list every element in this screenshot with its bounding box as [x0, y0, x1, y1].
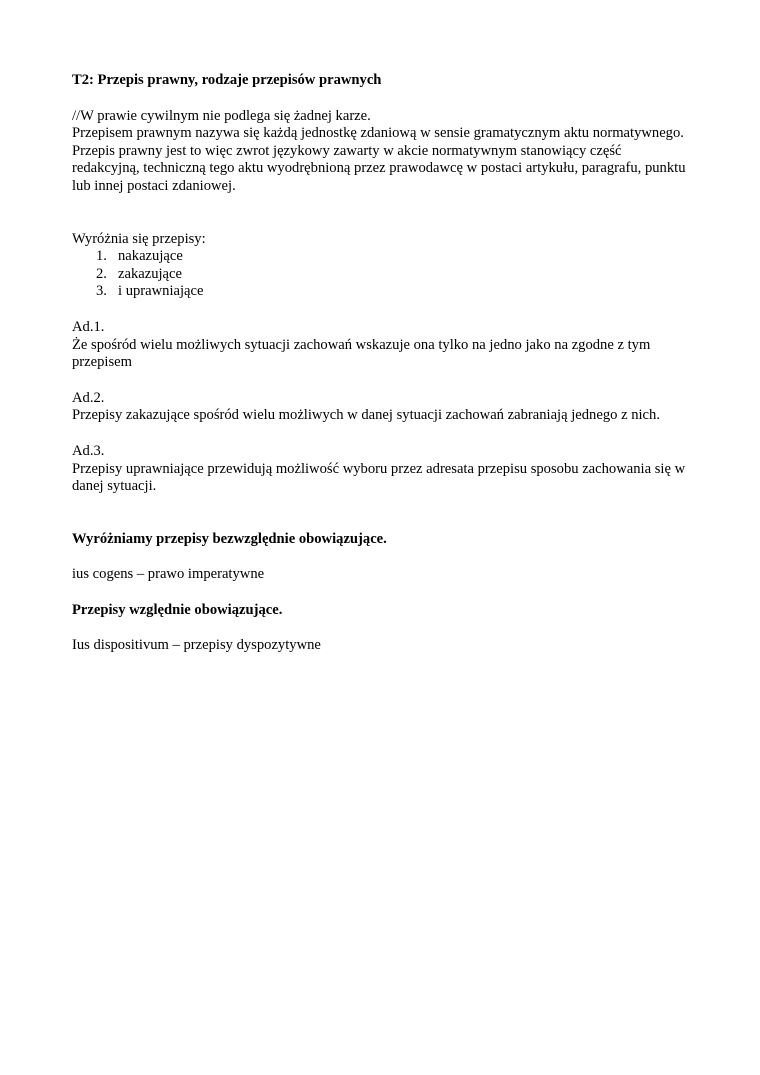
list-item-number: 1.: [96, 248, 107, 265]
section1-text: ius cogens – prawo imperatywne: [72, 566, 265, 583]
ad2-text: Przepisy zakazujące spośród wielu możliwych w danej sytuacji zachowań zabraniają jednego z nich.: [72, 407, 660, 424]
list-item: [72, 266, 690, 284]
section2-text: Ius dispositivum – przepisy dyspozytywne: [72, 637, 321, 654]
definition-paragraph: Przepisem prawnym nazywa się każdą jednostkę zdaniową w sensie gramatycznym aktu normatywnego. Przepis prawny jest to więc zwrot językowy zawarty w akcie normatywnym stanowiący część redakcyjną, techniczną tego aktu wyodrębnioną przez prawodawcę w postaci artykułu, paragrafu, punktu lub innej postaci zdaniowej.: [72, 125, 686, 194]
list-intro: Wyróżnia się przepisy:: [72, 230, 206, 247]
ad3-heading: Ad.3.: [72, 442, 105, 459]
list-item-number: 2.: [96, 265, 107, 282]
section1-heading: Wyróżniamy przepisy bezwzględnie obowiązujące.: [72, 530, 387, 547]
list-item-text: i uprawniające: [118, 283, 204, 300]
intro-line: //W prawie cywilnym nie podlega się żadnej karze.: [72, 107, 371, 124]
section2-heading: Przepisy względnie obowiązujące.: [72, 601, 283, 618]
ad2-heading: Ad.2.: [72, 389, 105, 406]
ad3-text: Przepisy uprawniające przewidują możliwość wyboru przez adresata przepisu sposobu zachowania się w danej sytuacji.: [72, 460, 686, 495]
rule-types-list: [72, 248, 690, 301]
list-item-text: zakazujące: [118, 265, 182, 282]
ad1-heading: Ad.1.: [72, 318, 105, 335]
ad1-text: Że spośród wielu możliwych sytuacji zachowań wskazuje ona tylko na jedno jako na zgodne z tym przepisem: [72, 336, 651, 371]
list-item-number: 3.: [96, 283, 107, 300]
list-item: [72, 283, 690, 301]
list-item-text: nakazujące: [118, 248, 183, 265]
list-item: [72, 248, 690, 266]
document-body: [72, 72, 690, 655]
document-title: T2: Przepis prawny, rodzaje przepisów prawnych: [72, 72, 382, 88]
